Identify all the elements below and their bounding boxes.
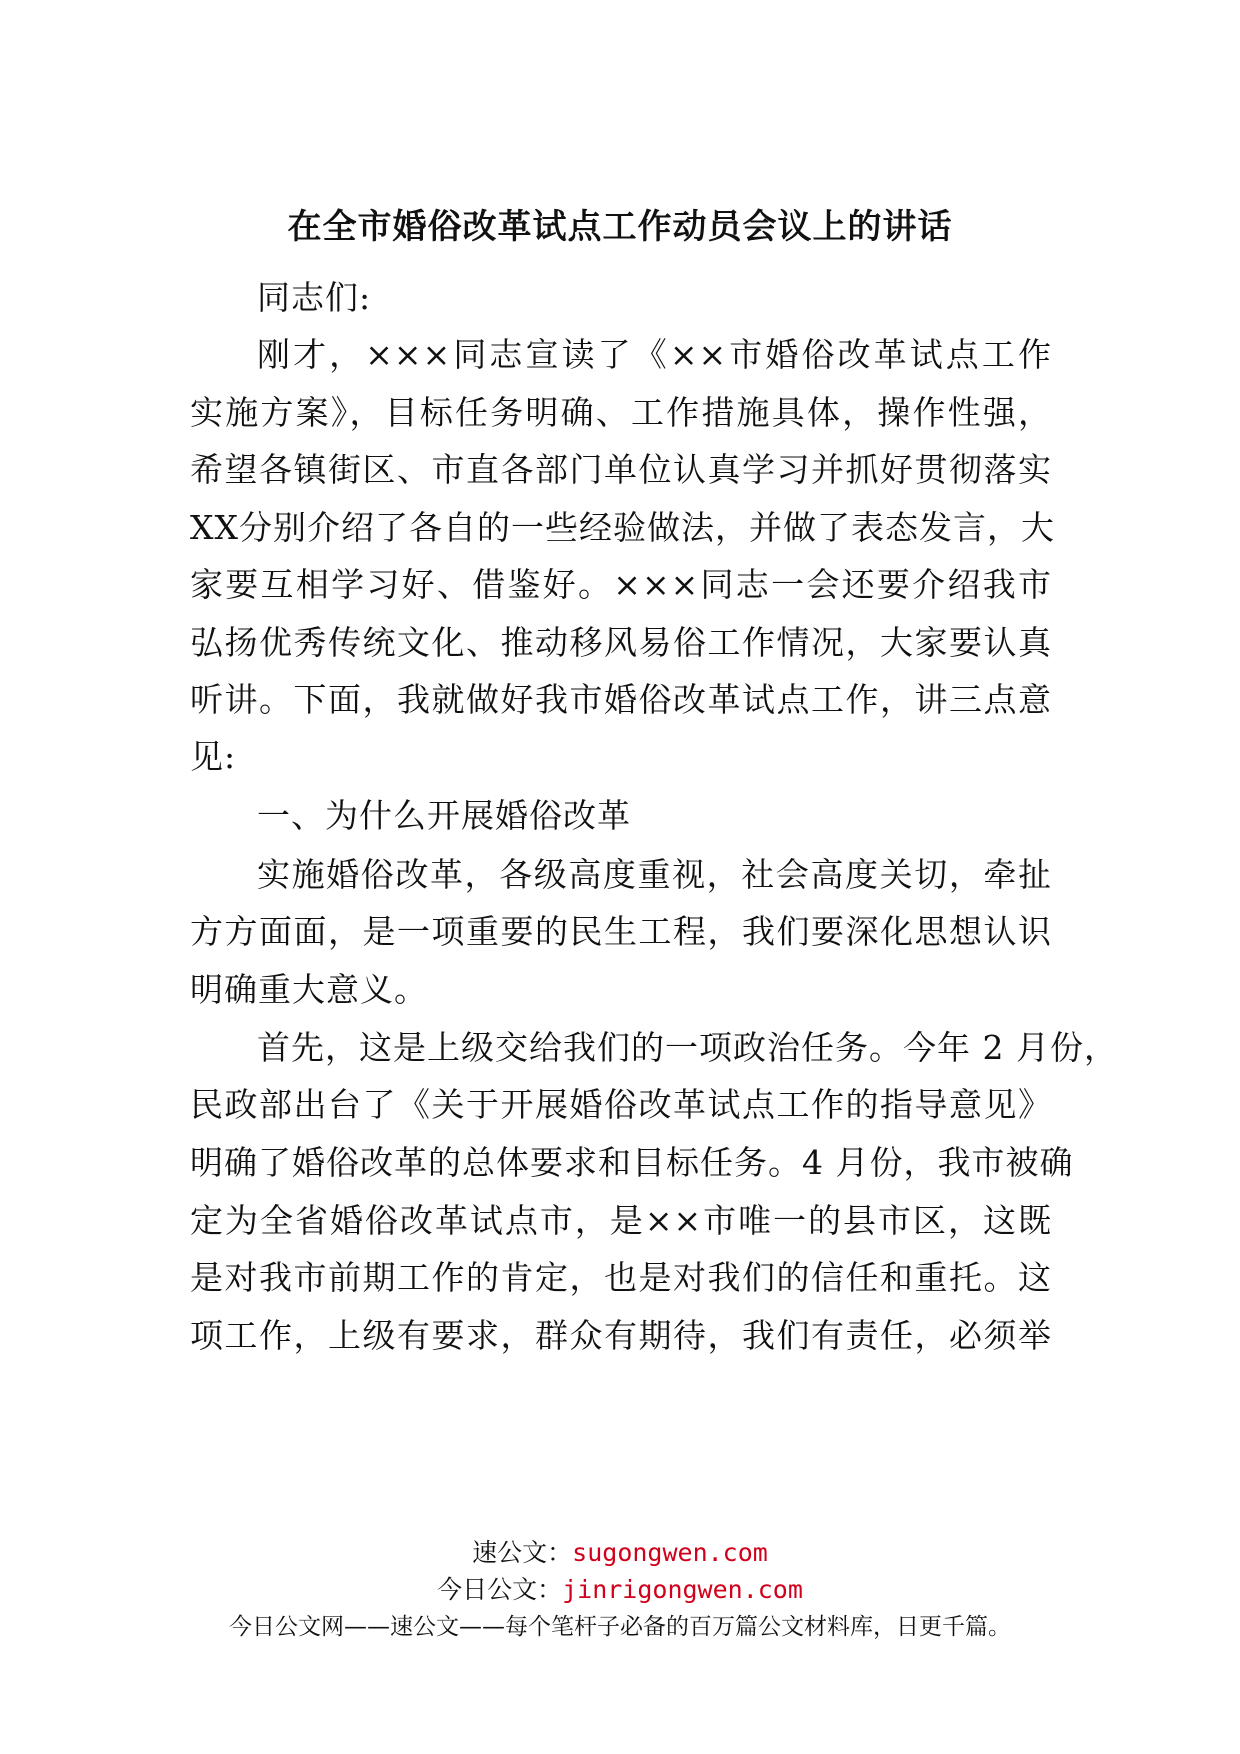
paragraph-line: 听讲。下面，我就做好我市婚俗改革试点工作，讲三点意 (190, 680, 1052, 719)
paragraph-line: 希望各镇街区、市直各部门单位认真学习并抓好贯彻落实 (190, 450, 1052, 489)
document-title: 在全市婚俗改革试点工作动员会议上的讲话 (287, 207, 953, 247)
jinrigongwen-link[interactable]: jinrigongwen.com (562, 1575, 803, 1604)
paragraph-line: 定为全省婚俗改革试点市，是××市唯一的县市区，这既 (190, 1201, 1052, 1240)
section-heading: 一、为什么开展婚俗改革 (257, 796, 631, 835)
footer-line-sugongwen (0, 1535, 1240, 1574)
sugongwen-link[interactable]: sugongwen.com (572, 1538, 768, 1567)
paragraph-line: 首先，这是上级交给我们的一项政治任务。今年 2 月份， (257, 1028, 1118, 1067)
paragraph-line: 方方面面，是一项重要的民生工程，我们要深化思想认识 (190, 912, 1052, 951)
paragraph-line: 民政部出台了《关于开展婚俗改革试点工作的指导意见》 (190, 1085, 1052, 1124)
paragraph-line: 家要互相学习好、借鉴好。×××同志一会还要介绍我市 (190, 565, 1052, 604)
paragraph-line: 见: (190, 737, 237, 776)
paragraph-line: 明确了婚俗改革的总体要求和目标任务。4 月份，我市被确 (190, 1143, 1074, 1182)
paragraph-line: 明确重大意义。 (190, 970, 428, 1009)
footer-label-jinrigongwen: 今日公文： (437, 1575, 563, 1604)
paragraph-line: 实施方案》，目标任务明确、工作措施具体，操作性强， (190, 393, 1052, 432)
paragraph-line: 项工作，上级有要求，群众有期待，我们有责任，必须举 (190, 1316, 1052, 1355)
paragraph-line: 是对我市前期工作的肯定，也是对我们的信任和重托。这 (190, 1258, 1052, 1297)
paragraph-line: 弘扬优秀传统文化、推动移风易俗工作情况，大家要认真 (190, 623, 1052, 662)
footer-label-sugongwen: 速公文： (472, 1538, 573, 1567)
footer-slogan: 今日公文网——速公文——每个笔杆子必备的百万篇公文材料库，日更千篇。 (229, 1614, 1011, 1640)
salutation: 同志们: (257, 278, 372, 317)
footer-line-jinrigongwen (0, 1572, 1240, 1611)
paragraph-line: XX分别介绍了各自的一些经验做法，并做了表态发言，大 (190, 508, 1055, 547)
paragraph-line: 刚才，×××同志宣读了《××市婚俗改革试点工作 (257, 335, 1052, 374)
paragraph-line: 实施婚俗改革，各级高度重视，社会高度关切，牵扯 (257, 855, 1052, 894)
